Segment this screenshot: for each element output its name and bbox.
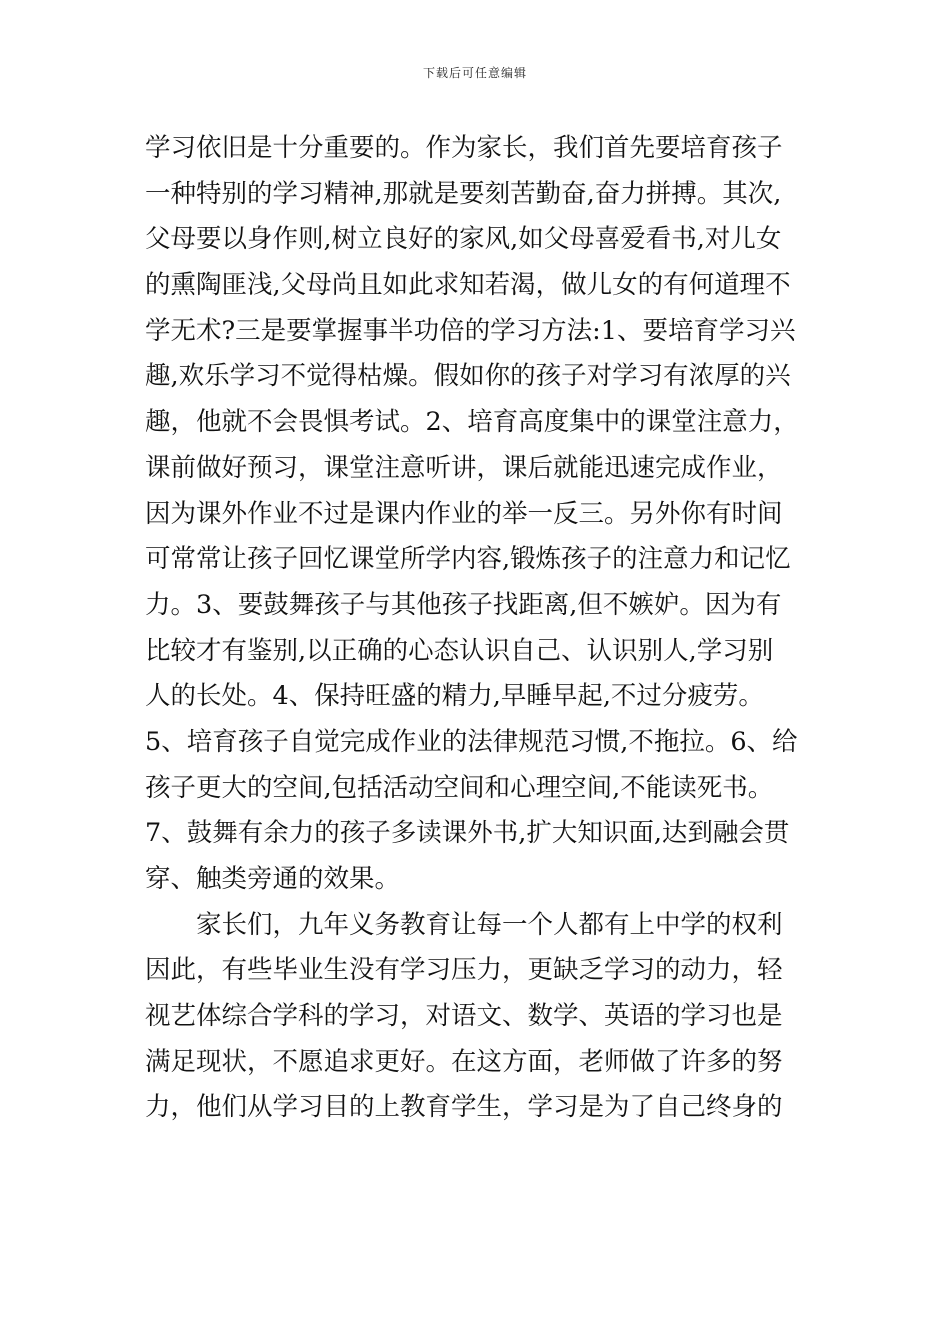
text-line: 视艺体综合学科的学习，对语文、数学、英语的学习也是 [145, 1001, 783, 1032]
paragraph-1 [145, 126, 810, 903]
text-line: 人的长处。4、保持旺盛的精力,早睡早起,不过分疲劳。 [145, 681, 764, 712]
page-header: 下载后可任意编辑 [422, 66, 527, 80]
document-body [145, 126, 810, 1131]
text-line: 趣,欢乐学习不觉得枯燥。假如你的孩子对学习有浓厚的兴 [145, 361, 791, 392]
text-line: 趣，他就不会畏惧考试。2、培育高度集中的课堂注意力， [145, 407, 799, 438]
text-line: 学无术?三是要掌握事半功倍的学习方法:1、要培育学习兴 [145, 315, 796, 346]
text-line: 7、鼓舞有余力的孩子多读课外书,扩大知识面,达到融会贯 [145, 818, 790, 849]
text-line: 穿、触类旁通的效果。 [145, 864, 401, 894]
text-line: 一种特别的学习精神,那就是要刻苦勤奋,奋力拼搏。其次, [145, 178, 782, 209]
text-line: 力。3、要鼓舞孩子与其他孩子找距离,但不嫉妒。因为有 [145, 589, 782, 620]
text-line: 课前做好预习，课堂注意听讲，课后就能迅速完成作业， [145, 452, 783, 483]
text-line: 因为课外作业不过是课内作业的举一反三。另外你有时间 [145, 498, 783, 529]
text-line: 比较才有鉴别,以正确的心态认识自己、认识别人,学习别 [145, 635, 774, 666]
text-line: 5、培育孩子自觉完成作业的法律规范习惯,不拖拉。6、给 [145, 726, 798, 757]
text-line: 可常常让孩子回忆课堂所学内容,锻炼孩子的注意力和记忆 [145, 544, 791, 575]
text-line-indented: 家长们，九年义务教育让每一个人都有上中学的权利 [196, 909, 783, 940]
text-line: 父母要以身作则,树立良好的家风,如父母喜爱看书,对儿女 [145, 224, 782, 255]
paragraph-2 [145, 903, 810, 1131]
text-line: 学习依旧是十分重要的。作为家长，我们首先要培育孩子 [145, 133, 783, 163]
text-line: 的熏陶匪浅,父母尚且如此求知若渴，做儿女的有何道理不 [145, 270, 791, 301]
text-line: 因此，有些毕业生没有学习压力，更缺乏学习的动力，轻 [145, 955, 783, 986]
text-line: 满足现状，不愿追求更好。在这方面，老师做了许多的努 [145, 1046, 783, 1077]
text-line: 力，他们从学习目的上教育学生，学习是为了自己终身的 [145, 1092, 783, 1123]
text-line: 孩子更大的空间,包括活动空间和心理空间,不能读死书。 [145, 772, 774, 803]
